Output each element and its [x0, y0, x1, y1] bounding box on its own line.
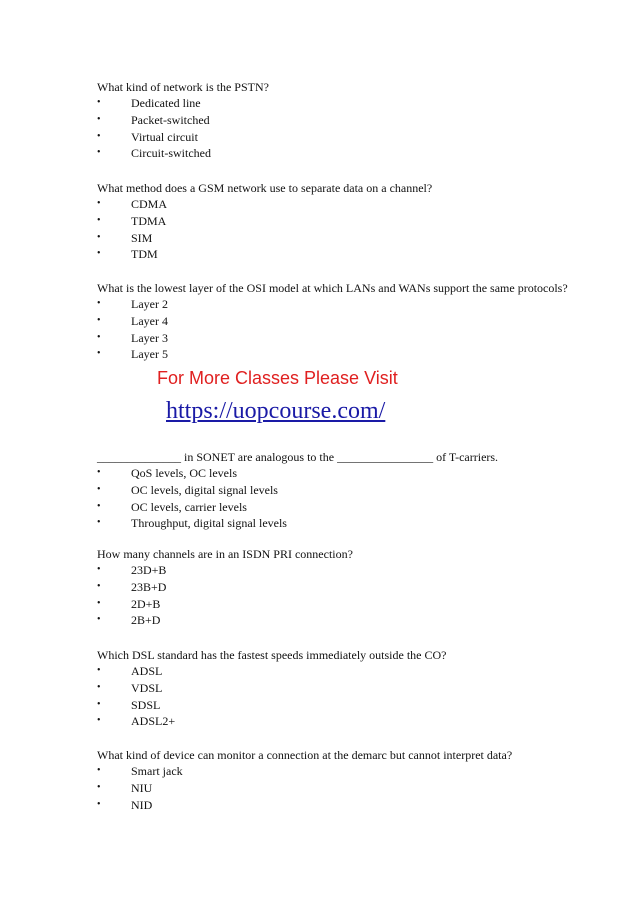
answer-option — [97, 346, 567, 363]
question-text: What kind of network is the PSTN? — [97, 80, 269, 94]
question-text: Which DSL standard has the fastest speeds immediately outside the CO? — [97, 648, 447, 662]
promo-text: For More Classes Please Visit — [157, 368, 398, 388]
answer-option — [97, 780, 567, 797]
answer-option — [97, 196, 567, 213]
bullet-icon: • — [97, 348, 101, 360]
bullet-icon: • — [97, 614, 101, 626]
answer-option — [97, 465, 567, 482]
answer-option — [97, 562, 567, 579]
answer-label: SDSL — [131, 697, 161, 712]
bullet-icon: • — [97, 564, 101, 575]
answer-label: ADSL2+ — [131, 714, 176, 729]
answer-option — [97, 579, 567, 596]
answer-label: TDM — [131, 247, 158, 262]
answer-label: TDMA — [131, 213, 167, 228]
answer-option — [97, 230, 567, 247]
bullet-icon: • — [97, 597, 101, 609]
answer-option — [97, 663, 567, 680]
question-block-1 — [97, 79, 567, 162]
answer-option — [97, 515, 567, 532]
bullet-icon: • — [97, 231, 101, 243]
question-text: What kind of device can monitor a connection at the demarc but cannot interpret data? — [97, 748, 513, 762]
question-text: ______________ in SONET are analogous to the ________________ of T-carriers. — [97, 450, 499, 464]
answer-option — [97, 680, 567, 697]
bullet-icon: • — [97, 113, 101, 125]
answer-label: 2D+B — [131, 596, 161, 611]
bullet-icon: • — [97, 517, 101, 529]
question-text: What is the lowest layer of the OSI model at which LANs and WANs support the same protocols? — [97, 281, 568, 295]
bullet-icon: • — [97, 781, 101, 793]
question-text: How many channels are in an ISDN PRI connection? — [97, 547, 353, 561]
question-block-2 — [97, 180, 567, 263]
answer-option — [97, 330, 567, 347]
bullet-icon: • — [97, 147, 101, 159]
answer-label: OC levels, carrier levels — [131, 499, 247, 514]
answer-label: OC levels, digital signal levels — [131, 482, 278, 497]
answer-label: Layer 4 — [131, 313, 168, 328]
answer-label: Circuit-switched — [131, 146, 211, 161]
answer-option — [97, 246, 567, 263]
bullet-icon: • — [97, 331, 101, 343]
bullet-icon: • — [97, 765, 101, 776]
answer-option — [97, 499, 567, 516]
answer-option — [97, 95, 567, 112]
answer-list — [97, 663, 567, 730]
answer-list — [97, 296, 567, 363]
answer-label: Dedicated line — [131, 96, 201, 110]
answer-label: Layer 5 — [131, 347, 168, 362]
bullet-icon: • — [97, 214, 101, 226]
answer-list — [97, 562, 567, 629]
question-block-3 — [97, 280, 567, 363]
question-block-6 — [97, 647, 567, 730]
answer-label: QoS levels, OC levels — [131, 466, 237, 480]
bullet-icon: • — [97, 715, 101, 727]
question-block-7 — [97, 747, 567, 813]
bullet-icon: • — [97, 467, 101, 478]
answer-label: 23D+B — [131, 563, 167, 577]
bullet-icon: • — [97, 198, 101, 209]
answer-option — [97, 129, 567, 146]
bullet-icon: • — [97, 298, 101, 309]
answer-option — [97, 596, 567, 613]
answer-option — [97, 612, 567, 629]
bullet-icon: • — [97, 798, 101, 810]
answer-label: 2B+D — [131, 613, 161, 628]
bullet-icon: • — [97, 248, 101, 260]
answer-option — [97, 313, 567, 330]
answer-label: ADSL — [131, 664, 163, 678]
promo-link[interactable]: https://uopcourse.com/ — [166, 398, 386, 424]
bullet-icon: • — [97, 580, 101, 592]
answer-label: Packet-switched — [131, 112, 210, 127]
bullet-icon: • — [97, 97, 101, 108]
answer-list — [97, 465, 567, 532]
question-block-5 — [97, 546, 567, 629]
answer-label: NIU — [131, 780, 153, 795]
bullet-icon: • — [97, 665, 101, 676]
answer-label: NID — [131, 797, 153, 812]
bullet-icon: • — [97, 130, 101, 142]
bullet-icon: • — [97, 500, 101, 512]
answer-label: Throughput, digital signal levels — [131, 516, 287, 531]
answer-label: CDMA — [131, 197, 168, 211]
answer-list — [97, 196, 567, 263]
answer-label: Layer 2 — [131, 297, 168, 311]
answer-option — [97, 145, 567, 162]
answer-option — [97, 112, 567, 129]
answer-label: Layer 3 — [131, 330, 168, 345]
bullet-icon: • — [97, 698, 101, 710]
answer-option — [97, 697, 567, 714]
answer-label: VDSL — [131, 680, 163, 695]
answer-option — [97, 763, 567, 780]
answer-label: Virtual circuit — [131, 129, 198, 144]
answer-label: 23B+D — [131, 579, 167, 594]
answer-option — [97, 296, 567, 313]
answer-list — [97, 763, 567, 813]
bullet-icon: • — [97, 483, 101, 495]
answer-list — [97, 95, 567, 162]
answer-label: SIM — [131, 230, 153, 245]
answer-option — [97, 797, 567, 814]
answer-label: Smart jack — [131, 764, 183, 778]
answer-option — [97, 713, 567, 730]
question-text: What method does a GSM network use to separate data on a channel? — [97, 181, 433, 195]
answer-option — [97, 482, 567, 499]
bullet-icon: • — [97, 681, 101, 693]
bullet-icon: • — [97, 314, 101, 326]
question-block-4 — [97, 449, 567, 532]
answer-option — [97, 213, 567, 230]
